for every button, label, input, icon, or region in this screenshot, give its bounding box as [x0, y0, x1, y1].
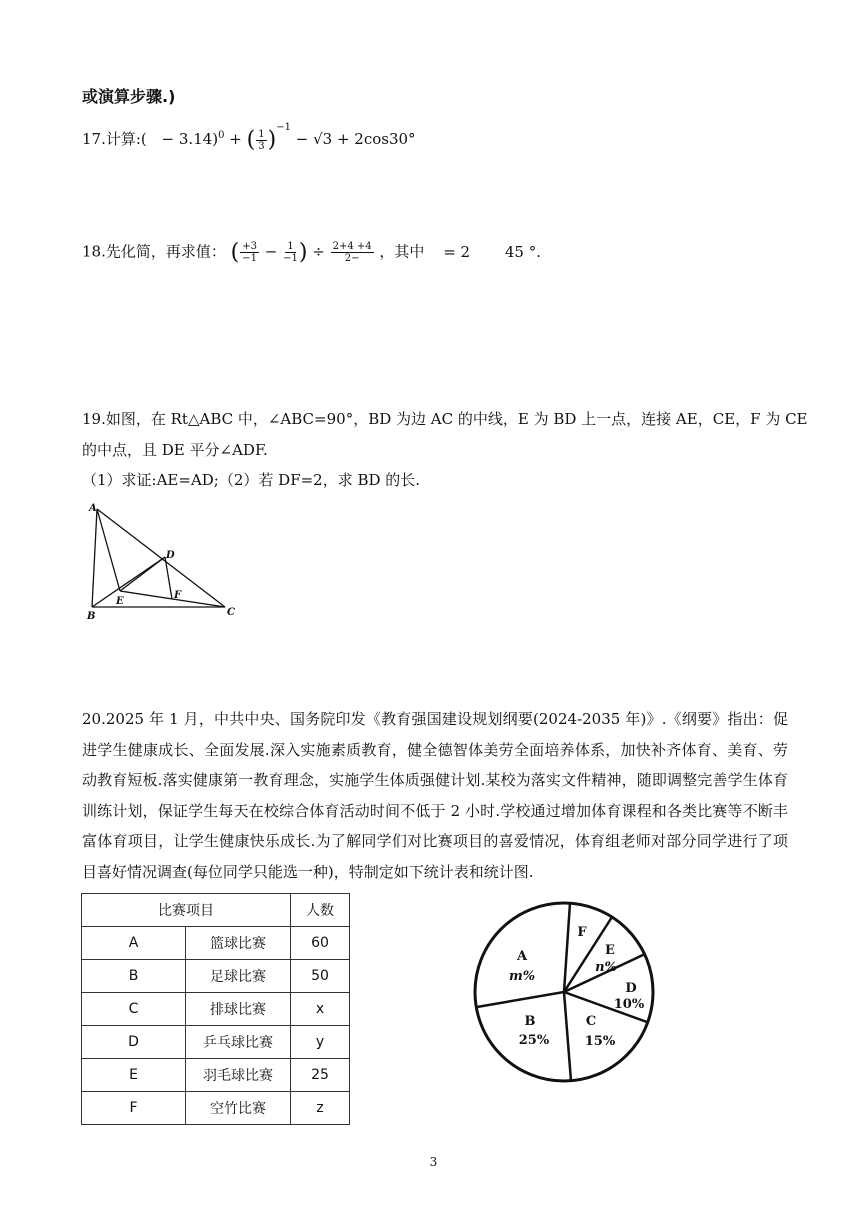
- pie-value-e: n%: [595, 960, 617, 975]
- q17-rest: − √3 + 2cos30°: [295, 130, 416, 148]
- q17-term-1: − 3.14): [161, 130, 219, 148]
- q18-fraction-2: $\frac{1}{-1}$: [283, 241, 298, 264]
- row-name: 篮球比赛: [186, 927, 291, 960]
- q19-line-1: 19.如图，在 Rt△ABC 中，∠ABC=90°，BD 为边 AC 的中线，E 为 BD 上一点，连接 AE，CE，F 为 CE: [82, 410, 808, 428]
- q18-fraction-1: $\frac{+3}{-1}$: [242, 241, 257, 264]
- pie-label-d: D: [625, 981, 637, 996]
- row-count: 60: [291, 927, 350, 960]
- pie-value-b: 25%: [518, 1033, 550, 1048]
- row-name: 排球比赛: [186, 993, 291, 1026]
- pie-value-c: 15%: [584, 1034, 616, 1049]
- q18-divide: ÷: [312, 242, 325, 261]
- pie-chart: [468, 898, 664, 1088]
- row-count: x: [291, 993, 350, 1026]
- table-row: [82, 1059, 350, 1092]
- row-count: 25: [291, 1059, 350, 1092]
- row-count: z: [291, 1092, 350, 1125]
- pie-value-a: m%: [508, 969, 536, 984]
- q19-line-2: 的中点，且 DE 平分∠ADF.: [82, 441, 268, 459]
- table-row: [82, 960, 350, 993]
- segment-ac: [97, 509, 225, 607]
- pie-label-c: C: [585, 1014, 597, 1029]
- q17-exp-neg1: −1: [276, 122, 291, 133]
- row-name: 乒乓球比赛: [186, 1026, 291, 1059]
- table-row: [82, 927, 350, 960]
- q18-angle: 45 °.: [504, 242, 542, 261]
- q20-paragraph: 20.2025 年 1 月，中共中央、国务院印发《教育强国建设规划纲要(2024-2035 年)》.《纲要》指出：促进学生健康成长、全面发展.深入实施素质教育，健全德智体美劳全面培养体系，加快补齐体育、美育、劳动教育短板.落实健康第一教育理念，实施学生体质强健计划.某校为落实文件精神，随即调整完善学生体育训练计划，保证学生每天在校综合体育活动时间不低于 2 小时.学校通过增加体育课程和各类比赛等不断丰富体育项目，让学生健康快乐成长.为了解同学们对比赛项目的喜爱情况，体育组老师对部分同学进行了项目喜好情况调查(每位同学只能选一种)，特制定如下统计表和统计图.: [82, 710, 788, 881]
- header-item: 比赛项目: [82, 894, 291, 927]
- row-count: 50: [291, 960, 350, 993]
- label-c: C: [227, 607, 235, 618]
- section-heading: 或演算步骤.): [82, 87, 176, 106]
- pie-label-a: A: [516, 949, 528, 964]
- page-number: 3: [429, 1155, 438, 1169]
- table-header-row: [82, 894, 350, 927]
- q18-fraction-3: $\frac{2+4 +4}{2-}$: [332, 241, 372, 264]
- table-row: [82, 993, 350, 1026]
- triangle-figure: [80, 495, 250, 625]
- row-code: A: [82, 927, 186, 960]
- pie-divider-b-a: [564, 992, 571, 1081]
- pie-value-d: 10%: [613, 997, 645, 1012]
- row-code: C: [82, 993, 186, 1026]
- q19-line-3: （1）求证:AE=AD;（2）若 DF=2，求 BD 的长.: [82, 471, 421, 489]
- question-18: 18.先化简，再求值： ( $\frac{+3}{-1}$ − $\frac{1}{-1}$ ) ÷ $\frac{2+4 +4}{2-}$ ，其中 = 2 45 °.: [82, 240, 542, 265]
- pie-label-f: F: [577, 925, 587, 940]
- segment-de: [120, 557, 165, 591]
- table-row: [82, 1092, 350, 1125]
- q17-fraction: $\frac{1}{3}$: [258, 128, 265, 152]
- label-e: E: [116, 596, 124, 607]
- segment-ab: [92, 509, 97, 607]
- row-count: y: [291, 1026, 350, 1059]
- q17-exp-0: 0: [218, 130, 225, 141]
- segment-ae: [97, 509, 120, 591]
- pie-divider-a-f: [477, 992, 564, 1007]
- pie-label-e: E: [605, 943, 615, 958]
- q17-label: 17.计算:(: [82, 130, 147, 148]
- row-code: B: [82, 960, 186, 993]
- label-a: A: [89, 503, 97, 514]
- row-name: 羽毛球比赛: [186, 1059, 291, 1092]
- q18-minus: −: [264, 242, 278, 261]
- label-b: B: [87, 611, 96, 622]
- row-name: 空竹比赛: [186, 1092, 291, 1125]
- row-code: F: [82, 1092, 186, 1125]
- label-f: F: [174, 590, 182, 601]
- q18-label: 18.先化简，再求值：: [82, 242, 226, 261]
- pie-label-b: B: [524, 1014, 536, 1029]
- table-row: [82, 1026, 350, 1059]
- row-code: D: [82, 1026, 186, 1059]
- q18-where: ，其中: [379, 242, 425, 261]
- q17-plus: +: [229, 130, 242, 148]
- row-name: 足球比赛: [186, 960, 291, 993]
- label-d: D: [166, 550, 175, 561]
- row-code: E: [82, 1059, 186, 1092]
- survey-table: [81, 893, 350, 1125]
- q18-value: = 2: [443, 242, 471, 261]
- segment-ce: [120, 591, 225, 607]
- header-count: 人数: [291, 894, 350, 927]
- pie-divider-f-e: [564, 903, 570, 992]
- question-17: 17.计算:( − 3.14)$^0$ + ( $\frac{1}{3}$ )$^{-1}$ − √3 + 2cos30°: [82, 122, 416, 153]
